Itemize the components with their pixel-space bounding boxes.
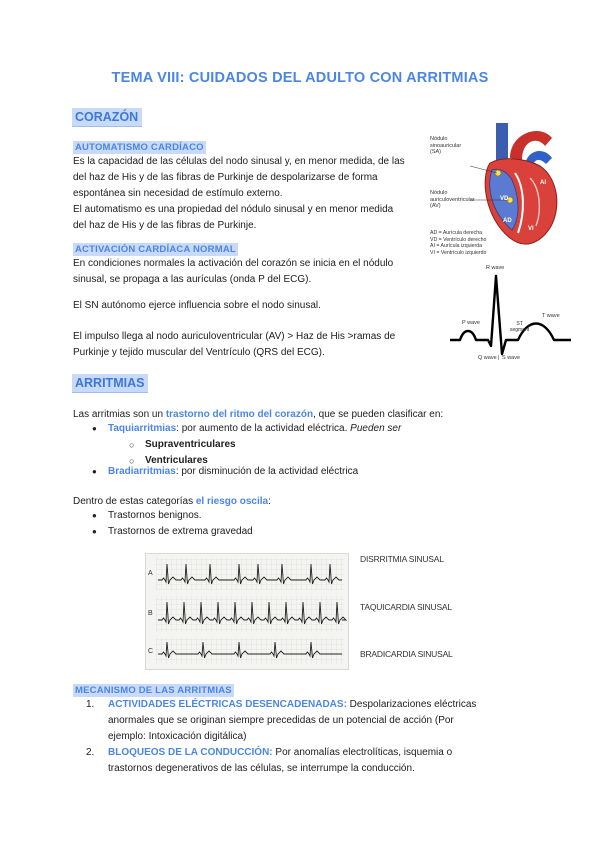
text-line: sinusal, se propaga a las aurículas (onda P del ECG). (73, 274, 312, 285)
bullet-icon: ● (92, 527, 97, 536)
ecg-qs-separator: | (498, 355, 500, 361)
ecg-p-label: P wave (462, 320, 480, 326)
text-line: espontánea sin necesidad de estímulo externo. (73, 188, 283, 199)
item-text-line: trastornos degenerativos de las células, se interrumpe la conducción. (108, 763, 415, 774)
section-heading-arritmias: ARRITMIAS (72, 374, 148, 393)
list-item (86, 745, 538, 777)
chamber-label-ad: AD (503, 218, 512, 224)
heart-legend (430, 230, 486, 256)
ecg-strips-svg (146, 554, 348, 669)
chamber-label-vi: VI (528, 226, 534, 232)
vena-cava-shape (496, 123, 508, 163)
ecg-strips-image (145, 553, 349, 670)
bradi-highlight: Bradiarritmias (108, 466, 176, 477)
ring-bullet-icon: ○ (129, 440, 135, 450)
bullet-icon: ● (92, 467, 97, 476)
label-line: auriculoventricular (430, 196, 475, 203)
item-number: 2. (86, 747, 95, 758)
legend-line: AD = Aurícula derecha (430, 230, 483, 236)
taqui-italic: Pueden ser (350, 423, 402, 434)
label-line: segment (510, 326, 530, 333)
strip-label-disrritmia: DISRRITMIA SINUSAL (360, 554, 444, 564)
riesgo-text: Dentro de estas categorías (73, 496, 196, 507)
ring-bullet-icon: ○ (129, 456, 135, 466)
text-line: Purkinje y tejido muscular del Ventrículo (QRS del ECG). (73, 347, 325, 358)
heart-diagram (430, 118, 570, 268)
taqui-text: : por aumento de la actividad eléctrica. (176, 423, 351, 434)
text-line: El impulso llega al nodo auriculoventricular (AV) > Haz de His >ramas de (73, 331, 396, 342)
ecg-diagram (448, 262, 573, 367)
strip-letter-a: A (148, 570, 153, 577)
ecg-r-label: R wave (486, 265, 505, 271)
strip-letter-b: B (148, 610, 153, 617)
legend-line: AI = Aurícula izquierda (430, 243, 483, 249)
bradi-text: : por disminución de la actividad eléctrica (175, 466, 359, 477)
chamber-label-ai: AI (540, 180, 546, 186)
label-line: Nódulo (430, 190, 448, 196)
ecg-t-label: T wave (542, 313, 560, 319)
list-item (86, 697, 538, 745)
item-number: 1. (86, 699, 95, 710)
item-highlight: ACTIVIDADES ELÉCTRICAS DESENCADENADAS: (108, 699, 347, 710)
item-text-line: anormales que se originan siempre precedidas de un potencial de acción (Por (108, 715, 454, 726)
strip-c-grid (156, 638, 344, 664)
text-line: del haz de His y de las fibras de Purkinje de despolarizarse de forma (73, 172, 378, 183)
activacion-paragraph-3 (73, 329, 443, 361)
strip-a-grid (156, 558, 344, 590)
list-item (129, 437, 445, 453)
ecg-q-label: Q wave (478, 355, 497, 361)
legend-line: VI = Ventrículo izquierdo (430, 249, 487, 256)
bradi-list (92, 464, 538, 480)
subheading-automatismo: AUTOMATISMO CARDÍACO (75, 142, 204, 153)
text-line: Es la capacidad de las células del nodo sinusal y, en menor medida, de las (73, 156, 405, 167)
ecg-s-label: S wave (502, 355, 521, 361)
av-node-label (430, 190, 475, 210)
riesgo-colon: : (268, 496, 271, 507)
page-title: TEMA VIII: CUIDADOS DEL ADULTO CON ARRITMIAS (111, 70, 489, 86)
legend-line: VD = Ventrículo derecho (430, 236, 487, 243)
taqui-highlight: Taquiarritmias (108, 423, 177, 434)
bullet-icon: ● (92, 511, 97, 520)
list-item (92, 524, 508, 540)
mecanismo-list (86, 697, 538, 777)
riesgo-item: Trastornos benignos. (108, 510, 202, 521)
item-text: Despolarizaciones eléctricas (346, 699, 477, 710)
sa-node-label (430, 136, 461, 156)
riesgo-highlight: el riesgo oscila (195, 496, 269, 507)
strip-b-grid (156, 596, 344, 632)
list-item (92, 464, 538, 480)
chamber-label-vd: VD (500, 196, 509, 202)
intro-highlight: trastorno del ritmo del corazón (165, 409, 314, 420)
automatismo-paragraph (73, 154, 443, 234)
intro-text-end: , que se pueden clasificar en: (313, 409, 444, 420)
subheading-mecanismo: MECANISMO DE LAS ARRITMIAS (75, 685, 232, 696)
classification-list (92, 421, 538, 437)
bullet-icon: ● (92, 424, 97, 433)
item-text: Por anomalías electrolíticas, isquemia o (272, 747, 453, 758)
label-line: (AV) (430, 203, 441, 209)
activacion-paragraph-1 (73, 256, 443, 288)
sub-item-ventri: Ventriculares (145, 455, 208, 466)
sa-node-mark (495, 170, 501, 176)
strip-label-taquicardia: TAQUICARDIA SINUSAL (360, 602, 452, 612)
text-line: En condiciones normales la activación del corazón se inicia en el nódulo (73, 258, 394, 269)
text-line: del haz de His y de las fibras de Purkinje. (73, 220, 257, 231)
subheading-activacion: ACTIVACIÓN CARDÍACA NORMAL (75, 244, 236, 255)
section-heading-corazon: CORAZÓN (72, 108, 142, 127)
strip-label-bradicardia: BRADICARDIA SINUSAL (360, 649, 453, 659)
activacion-paragraph-2: El SN autónomo ejerce influencia sobre el nodo sinusal. (73, 300, 321, 311)
strip-letter-c: C (148, 648, 154, 655)
item-highlight: BLOQUEOS DE LA CONDUCCIÓN: (108, 747, 273, 758)
label-line: sinoauricular (430, 142, 462, 149)
ecg-st-label (510, 322, 529, 333)
list-item (92, 508, 508, 524)
item-text-line: ejemplo: Intoxicación digitálica) (108, 731, 247, 742)
text-line: El automatismo es una propiedad del nódulo sinusal y en menor medida (73, 204, 394, 215)
riesgo-list (92, 508, 508, 540)
label-line: (SA) (430, 149, 441, 155)
label-line: Nódulo (430, 136, 448, 142)
intro-text: Las arritmias son un (73, 409, 166, 420)
label-line: ST (516, 321, 523, 327)
riesgo-item: Trastornos de extrema gravedad (108, 526, 253, 537)
list-item (92, 421, 538, 437)
sub-item-supra: Supraventriculares (145, 439, 236, 450)
